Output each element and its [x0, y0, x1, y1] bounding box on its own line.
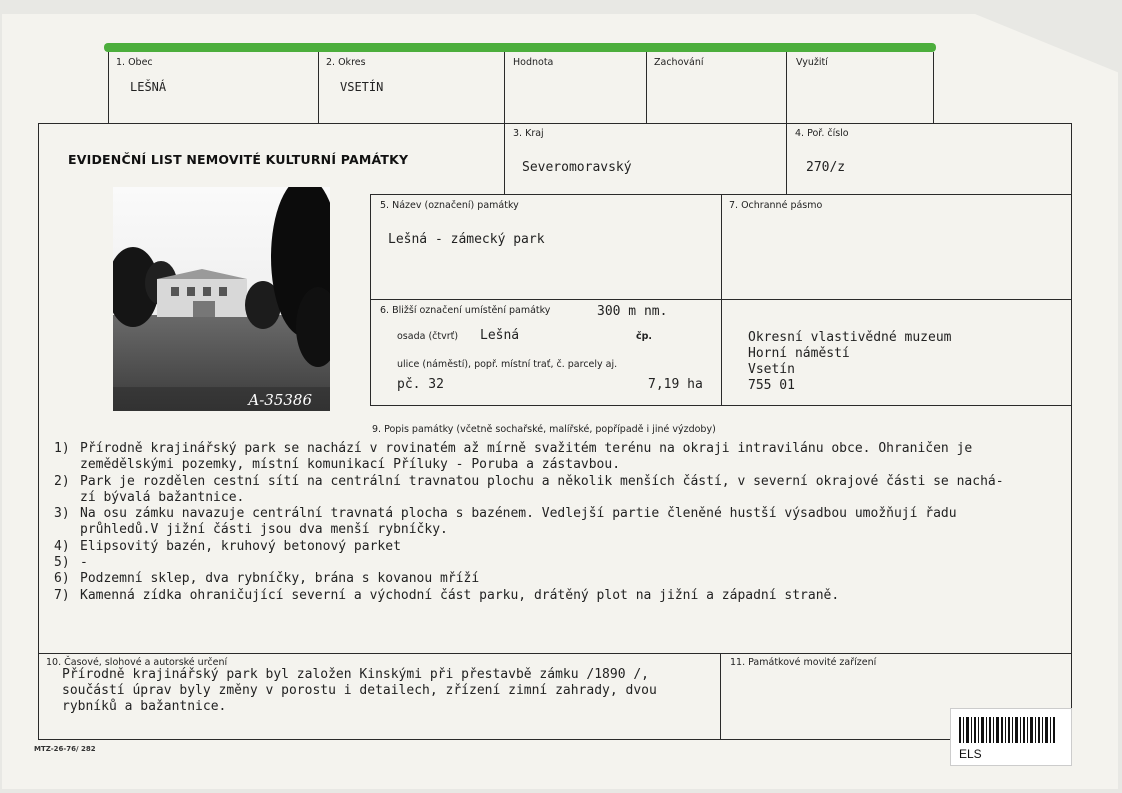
info-block-bottom-line: [370, 405, 1072, 406]
hodnota-label: Hodnota: [513, 57, 554, 68]
parcela-value: pč. 32: [397, 377, 444, 392]
popis-label: 9. Popis památky (včetně sochařské, malířské, popřípadě i jiné výzdoby): [372, 424, 716, 435]
movite-label: 11. Památkové movité zařízení: [730, 657, 877, 668]
nazev-value: Lešná - zámecký park: [388, 232, 545, 247]
bottom-block-top-line: [38, 653, 1072, 654]
header-divider-2: [786, 123, 787, 194]
popis-list: [54, 441, 1004, 604]
popis-item-6: 6) Podzemní sklep, dva rybníčky, brána s kovanou mříží: [54, 571, 480, 587]
info-block-left-border: [370, 194, 371, 406]
popis-item-1: 1) Přírodně krajinářský park se nachází v rovinatém až mírně svažitém terénu na okraji intravilánu obce. Ohraničen je zemědělskými pozemky, místní komunikací Příluky - Poruba a zástavbou.: [54, 441, 973, 473]
umisteni-label: 6. Bližší označení umístění památky: [380, 305, 551, 316]
osada-value: Lešná: [480, 328, 520, 343]
ulice-label: ulice (náměstí), popř. místní trať, č. parcely aj.: [397, 359, 618, 370]
barcode-icon: [959, 717, 1059, 743]
altitude-value: 300 m nm.: [597, 304, 668, 319]
top-row-border-right: [933, 52, 934, 124]
form-code: MTZ-26-76/ 282: [34, 745, 96, 753]
nazev-label: 5. Název (označení) památky: [380, 200, 519, 211]
spravce-line-1: Okresní vlastivědné muzeum: [748, 330, 952, 345]
top-row-divider-1: [318, 52, 319, 124]
cp-label: čp.: [636, 331, 653, 342]
popis-item-7: 7) Kamenná zídka ohraničující severní a východní část parku, drátěný plot na jižní a západní straně.: [54, 587, 840, 603]
top-row-border-left: [108, 52, 109, 124]
popis-item-5: 5) -: [54, 555, 88, 571]
barcode-text: ELS: [959, 747, 982, 761]
obec-value: LEŠNÁ: [130, 80, 167, 94]
popis-item-3: 3) Na osu zámku navazuje centrální travnatá plocha s bazénem. Vedlejší partie členěné hustší výsadbou umožňují řadu průhledů.V jižní části jsou dva menší rybníčky.: [54, 506, 957, 538]
photo-caption: A-35386: [248, 391, 312, 409]
document-title: EVIDENČNÍ LIST NEMOVITÉ KULTURNÍ PAMÁTKY: [68, 152, 409, 167]
vyuziti-label: Využití: [796, 57, 828, 68]
top-row-divider-2: [504, 52, 505, 124]
header-divider-1: [504, 123, 505, 194]
kraj-value: Severomoravský: [522, 160, 632, 175]
por-cislo-label: 4. Poř. číslo: [795, 128, 849, 139]
bottom-block-divider: [720, 653, 721, 740]
barcode-sticker: [950, 708, 1072, 766]
zachovani-label: Zachování: [654, 57, 704, 68]
okres-value: VSETÍN: [340, 80, 384, 94]
spravce-line-3: Vsetín: [748, 362, 795, 377]
obec-label: 1. Obec: [116, 57, 153, 68]
info-block-divider: [721, 194, 722, 406]
green-index-strip: [104, 43, 936, 52]
popis-item-2: 2) Park je rozdělen cestní sítí na centrální travnatou plochu a několik menších částí, v severní okrajové části se nachá- zí bývalá bažantnice.: [54, 473, 1004, 505]
casove-text: Přírodně krajinářský park byl založen Kinskými při přestavbě zámku /1890 /, součástí úprav byly změny v porostu i detailech, zřízení zimní zahrady, dvou rybníků a bažantnice.: [62, 667, 657, 714]
park-photo-image: [113, 187, 330, 411]
top-row-divider-4: [786, 52, 787, 124]
okres-label: 2. Okres: [326, 57, 366, 68]
por-cislo-value: 270/z: [806, 160, 846, 175]
spravce-line-4: 755 01: [748, 378, 795, 393]
monument-photo: [113, 187, 330, 411]
osada-label: osada (čtvrť): [397, 331, 459, 342]
casove-label: 10. Časové, slohové a autorské určení: [46, 657, 228, 668]
popis-item-4: 4) Elipsovitý bazén, kruhový betonový parket: [54, 538, 401, 554]
ochranne-pasmo-label: 7. Ochranné pásmo: [729, 200, 823, 211]
area-value: 7,19 ha: [648, 377, 703, 392]
spravce-line-2: Horní náměstí: [748, 346, 850, 361]
top-row-divider-3: [646, 52, 647, 124]
kraj-label: 3. Kraj: [513, 128, 544, 139]
info-block-mid-line: [370, 299, 1072, 300]
